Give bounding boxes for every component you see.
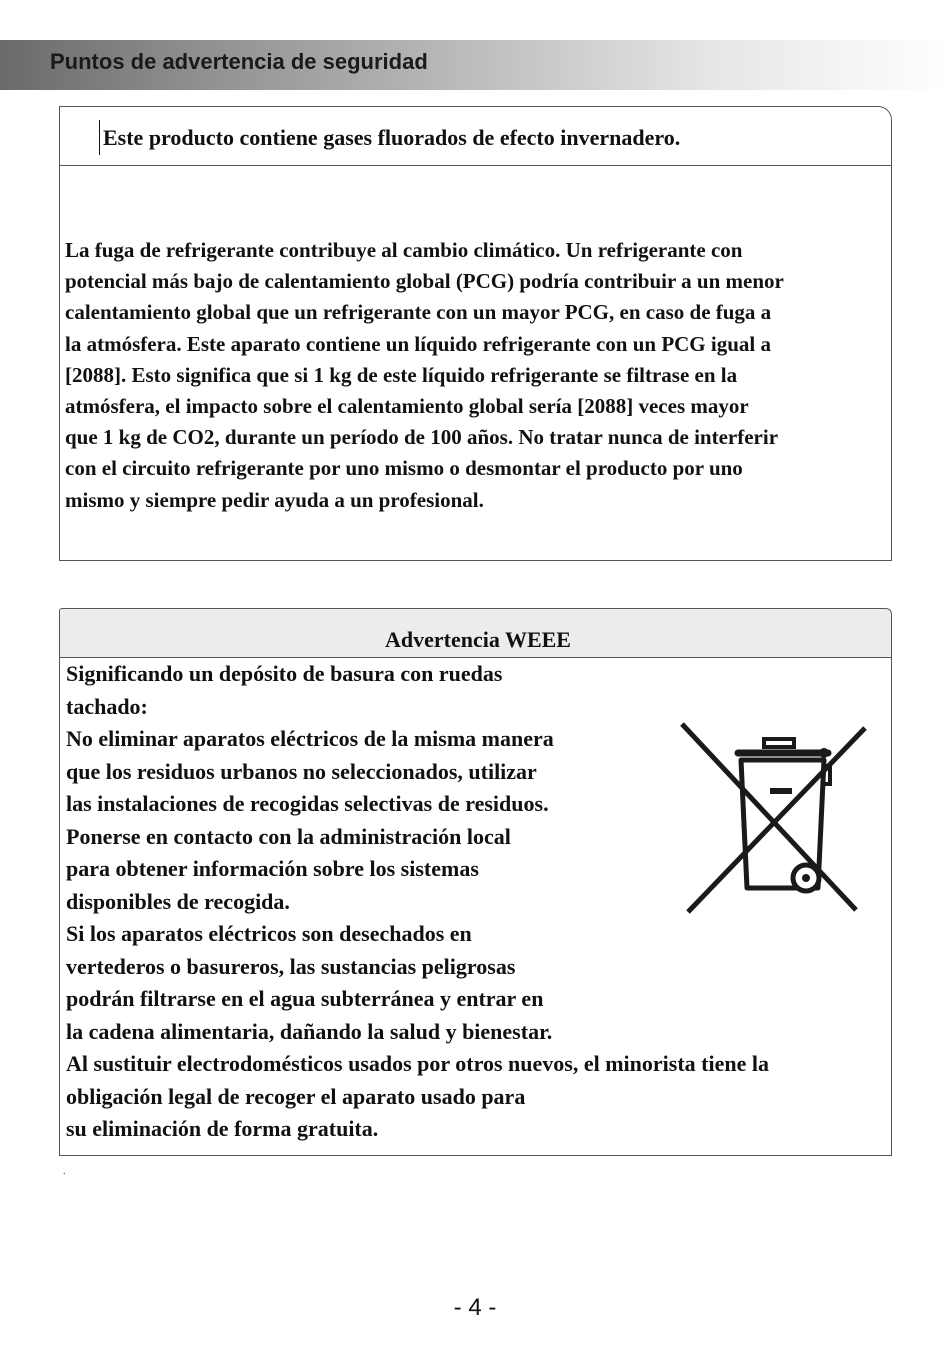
paragraph-line: obligación legal de recoger el aparato usado para [66,1083,526,1109]
paragraph-line: potencial más bajo de calentamiento global (PCG) podría contribuir a un menor [65,269,784,294]
section-title: Puntos de advertencia de seguridad [50,49,428,74]
fgas-warning-box [59,106,892,561]
weee-warning-body [66,658,769,1146]
paragraph-line: su eliminación de forma gratuita. [66,1116,379,1141]
paragraph-line: mismo y siempre pedir ayuda a un profesional. [65,487,484,512]
paragraph-line: Significando un depósito de basura con ruedas [66,661,503,686]
paragraph-line: la atmósfera. Este aparato contiene un líquido refrigerante con un PCG igual a [65,331,771,356]
fgas-warning-body [65,235,893,516]
paragraph-line: podrán filtrarse en el agua subterránea y entrar en [66,986,544,1011]
paragraph-line: Al sustituir electrodomésticos usados por otros nuevos, el minorista tiene la [66,1051,769,1076]
paragraph-line: [2088]. Esto significa que si 1 kg de este líquido refrigerante se filtrase en la [65,362,738,387]
paragraph-line: Ponerse en contacto con la administración local [66,823,511,849]
paragraph-line: La fuga de refrigerante contribuye al cambio climático. Un refrigerante con [65,238,743,262]
page-number: - 4 - [453,1294,497,1321]
weee-warning-heading: Advertencia WEEE [385,627,571,652]
section-header [0,40,950,90]
paragraph-line: las instalaciones de recogidas selectivas de residuos. [66,791,549,816]
fgas-warning-header [60,107,891,166]
paragraph-line: que 1 kg de CO2, durante un período de 100 años. No tratar nunca de interferir [65,425,779,450]
paragraph-line: atmósfera, el impacto sobre el calentamiento global sería [2088] veces mayor [65,394,749,419]
paragraph-line: tachado: [66,693,148,719]
crossed-out-wheelie-bin-icon [678,720,870,916]
text-cursor [99,120,100,155]
paragraph-line: calentamiento global que un refrigerante con un mayor PCG, en caso de fuga a [65,300,772,325]
fgas-warning-heading: Este producto contiene gases fluorados de efecto invernadero. [103,125,681,150]
paragraph-line: vertederos o basureros, las sustancias peligrosas [66,953,516,979]
footnote-mark: . [63,1166,66,1177]
paragraph-line: disponibles de recogida. [66,888,290,914]
paragraph-line: que los residuos urbanos no seleccionados, utilizar [66,758,537,784]
paragraph-line: con el circuito refrigerante por uno mismo o desmontar el producto por uno [65,456,743,481]
paragraph-line: para obtener información sobre los sistemas [66,856,479,881]
weee-warning-header [60,609,891,658]
paragraph-line: la cadena alimentaria, dañando la salud y bienestar. [66,1018,553,1044]
paragraph-line: No eliminar aparatos eléctricos de la misma manera [66,726,554,751]
paragraph-line: Si los aparatos eléctricos son desechados en [66,921,472,946]
